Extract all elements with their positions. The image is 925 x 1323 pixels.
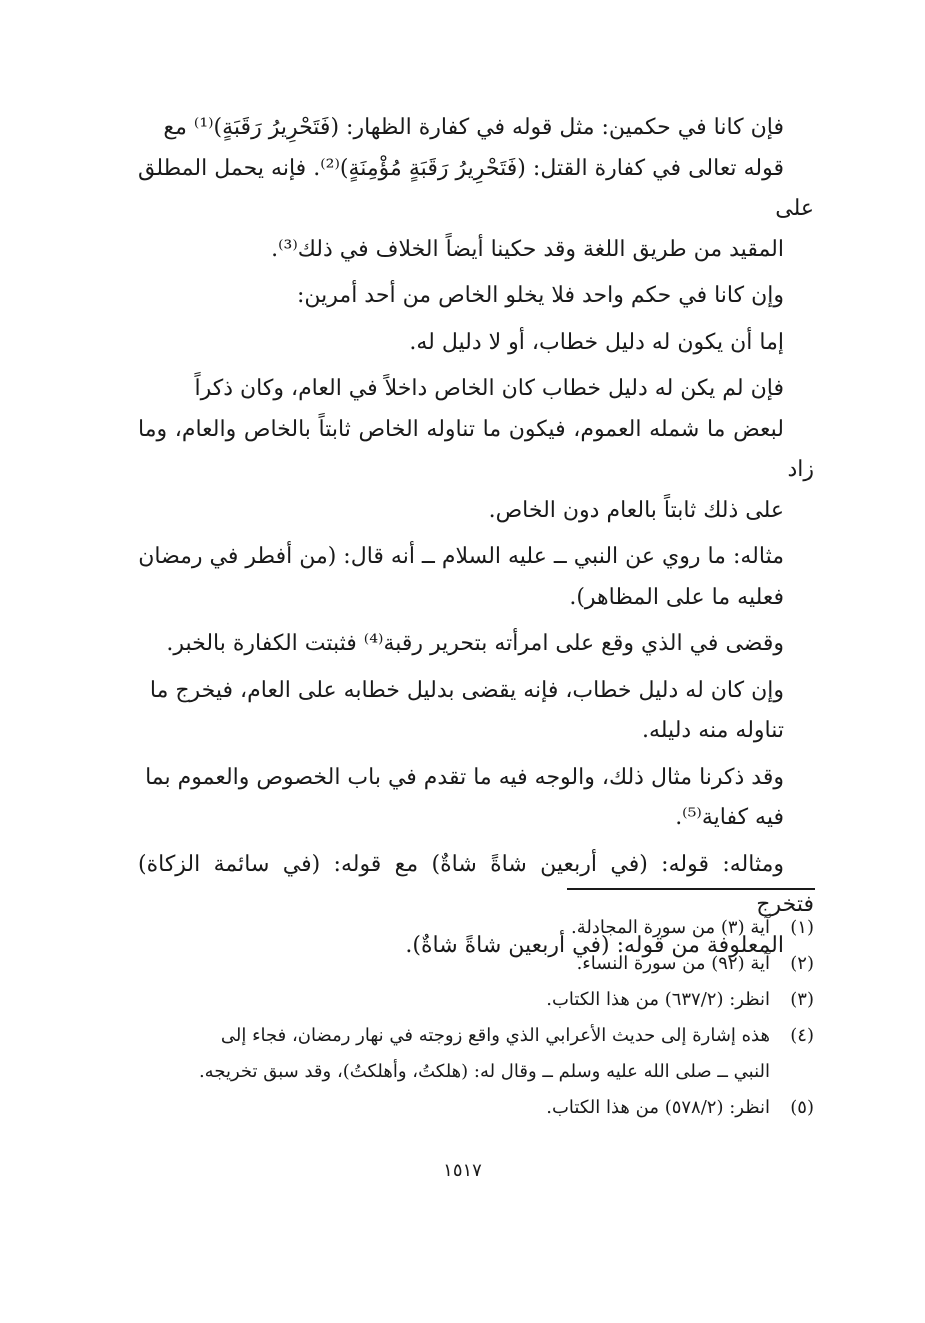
footnote-number: (٤) [790, 1025, 814, 1046]
text-line: وإن كان له دليل خطاب، فإنه يقضى بدليل خطابه على العام، فيخرج ما [149, 677, 784, 703]
footnotes [138, 910, 814, 1126]
footnote-text [138, 982, 770, 1018]
page-number: ١٥١٧ [443, 1160, 482, 1181]
main-text [138, 108, 814, 972]
paragraph-1 [138, 108, 814, 270]
footnote-text [138, 1018, 770, 1090]
footnote-line: انظر: (٥٧٨/٢) من هذا الكتاب. [546, 1097, 770, 1118]
footnote-1 [138, 910, 814, 946]
footnote-text [138, 946, 770, 982]
paragraph-5 [138, 537, 814, 618]
footnote-5 [138, 1090, 814, 1126]
text-line: فيه كفاية⁽⁵⁾. [675, 805, 784, 830]
text-line: تناوله منه دليله. [641, 718, 784, 743]
footnote-line: النبي ــ صلى الله عليه وسلم ــ وقال له: (هلكتُ، وأهلكتُ)، وقد سبق تخريجه. [198, 1061, 770, 1082]
footnote-number: (٣) [790, 989, 814, 1010]
footnote-line: هذه إشارة إلى حديث الأعرابي الذي واقع زوجته في نهار رمضان، فجاء إلى [220, 1025, 770, 1046]
footnote-3 [138, 982, 814, 1018]
text-line: لبعض ما شمله العموم، فيكون ما تناوله الخاص ثابتاً بالخاص والعام، وما زاد [138, 416, 814, 482]
footnote-text [138, 910, 770, 946]
text-line: فإن كانا في حكمين: مثل قوله في كفارة الظهار: (فَتَحْرِيرُ رَقَبَةٍ)⁽¹⁾ مع [163, 115, 784, 140]
text-line: إما أن يكون له دليل خطاب، أو لا دليل له. [409, 329, 784, 355]
text-line: وإن كانا في حكم واحد فلا يخلو الخاص من أحد أمرين: [297, 283, 784, 308]
footnote-line: آية (٩٢) من سورة النساء. [576, 953, 770, 974]
text-line: على ذلك ثابتاً بالعام دون الخاص. [488, 497, 784, 523]
paragraph-8 [138, 758, 814, 839]
text-line: قوله تعالى في كفارة القتل: (فَتَحْرِيرُ رَقَبَةٍ مُؤْمِنَةٍ)⁽²⁾. فإنه يحمل المطلق على [138, 155, 814, 221]
text-line: فإن لم يكن له دليل خطاب كان الخاص داخلاً في العام، وكان ذكراً [194, 376, 784, 401]
footnote-2 [138, 946, 814, 982]
footnote-4 [138, 1018, 814, 1090]
footnote-line: انظر: (٦٣٧/٢) من هذا الكتاب. [546, 989, 770, 1010]
paragraph-6 [138, 624, 814, 665]
footnote-separator [567, 888, 815, 890]
text-line: فعليه ما على المظاهر). [569, 584, 784, 610]
footnote-text [138, 1090, 770, 1126]
footnote-number: (١) [790, 917, 814, 938]
footnote-number: (٢) [790, 953, 814, 974]
paragraph-3 [138, 323, 814, 364]
paragraph-2 [138, 276, 814, 317]
footnote-number: (٥) [790, 1097, 814, 1118]
text-line: وقد ذكرنا مثال ذلك، والوجه فيه ما تقدم في باب الخصوص والعموم بما [145, 764, 784, 790]
text-line: وقضى في الذي وقع على امرأته بتحرير رقبة⁽⁴⁾ فثبتت الكفارة بالخبر. [166, 631, 784, 656]
text-line: مثاله: ما روي عن النبي ــ عليه السلام ــ أنه قال: (من أفطر في رمضان [138, 544, 784, 569]
paragraph-7 [138, 671, 814, 752]
paragraph-4 [138, 369, 814, 531]
text-line: المعلوفة من قوله: (في أربعين شاةً شاةٌ). [405, 932, 784, 958]
text-line: ومثاله: قوله: (في أربعين شاةً شاةٌ) مع قوله: (في سائمة الزكاة) فتخرج [138, 851, 814, 917]
footnote-line: آية (٣) من سورة المجادلة. [571, 917, 770, 938]
text-line: المقيد من طريق اللغة وقد حكينا أيضاً الخلاف في ذلك⁽³⁾. [271, 236, 784, 262]
